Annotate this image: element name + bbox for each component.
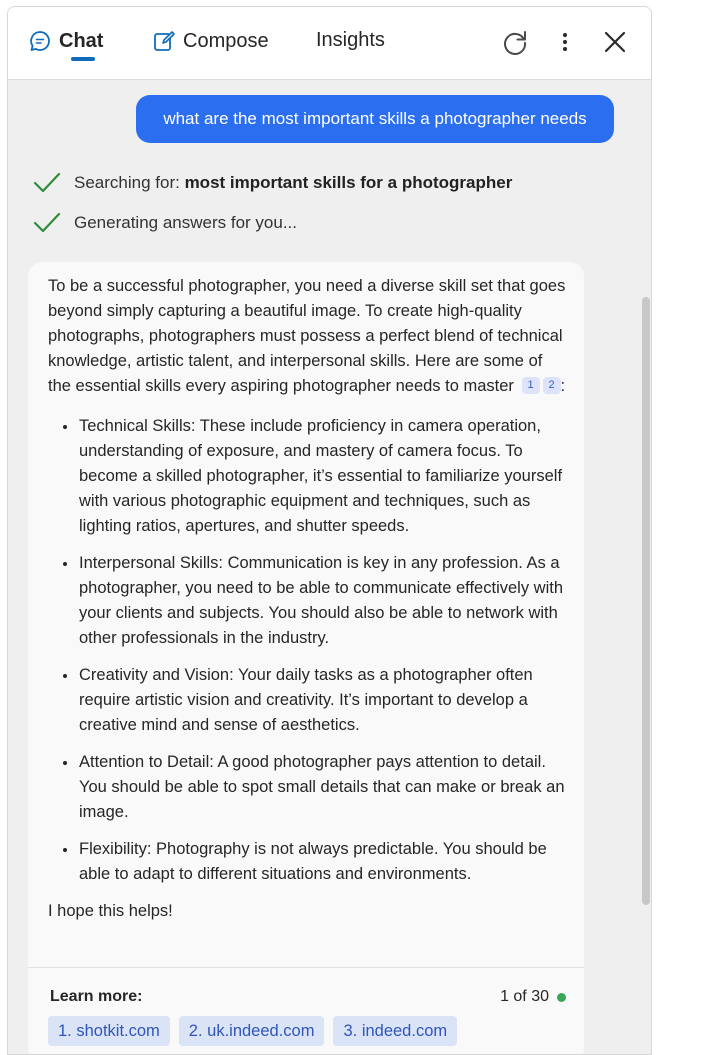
list-item: • Technical Skills: These include proficiency in camera operation, understanding of exposure, and mastery of camera focus. To become a skilled photographer, it’s essential to familiarize yourself with various photographic equipment and techniques, such as lighting ratios, apertures, and shutter speeds. bbox=[78, 414, 568, 539]
compose-edit-icon bbox=[152, 29, 176, 53]
top-bar bbox=[8, 7, 651, 80]
tab-insights-label: Insights bbox=[316, 29, 385, 51]
answer-intro-text: To be a successful photographer, you need a diverse skill set that goes beyond simply capturing a beautiful image. To create high-quality photographs, photographers must possess a perfect blend of technical knowledge, artistic talent, and interpersonal skills. Here are some of the essential skills every aspiring photographer needs to master bbox=[48, 277, 566, 395]
skills-list bbox=[48, 414, 568, 887]
citation-2[interactable]: 2 bbox=[543, 377, 561, 394]
close-button[interactable] bbox=[600, 27, 630, 57]
tab-chat-label: Chat bbox=[59, 29, 104, 52]
response-counter-text: 1 of 30 bbox=[500, 988, 549, 1005]
list-item: • Attention to Detail: A good photographer pays attention to detail. You should be able to spot small details that can make or break an image. bbox=[78, 750, 568, 825]
citation-1[interactable]: 1 bbox=[522, 377, 540, 394]
source-links bbox=[48, 1016, 457, 1046]
status-generating bbox=[32, 211, 297, 235]
answer-card bbox=[28, 262, 584, 1055]
tab-compose[interactable] bbox=[152, 29, 269, 53]
status-searching bbox=[32, 171, 512, 195]
answer-closing: I hope this helps! bbox=[48, 902, 173, 920]
list-item: • Interpersonal Skills: Communication is key in any profession. As a photographer, you need to be able to communicate effectively with your clients and subjects. You should also be able to network with other professionals in the industry. bbox=[78, 551, 568, 651]
list-item: • Creativity and Vision: Your daily tasks as a photographer often require artistic vision and creativity. It’s important to develop a creative mind and sense of aesthetics. bbox=[78, 663, 568, 738]
learn-more-label: Learn more: bbox=[50, 988, 143, 1005]
active-tab-indicator bbox=[71, 57, 95, 61]
response-counter bbox=[500, 988, 566, 1006]
scrollbar[interactable] bbox=[642, 297, 650, 905]
refresh-icon bbox=[500, 27, 530, 57]
source-link-uk-indeed[interactable]: 2. uk.indeed.com bbox=[179, 1016, 325, 1046]
status-searching-query: most important skills for a photographer bbox=[184, 173, 513, 192]
source-link-shotkit[interactable]: 1. shotkit.com bbox=[48, 1016, 170, 1046]
checkmark-icon bbox=[32, 171, 62, 195]
tab-compose-label: Compose bbox=[183, 29, 269, 52]
close-icon bbox=[600, 27, 630, 57]
status-generating-text: Generating answers for you... bbox=[74, 213, 298, 232]
tab-chat[interactable] bbox=[28, 29, 103, 53]
chat-bubble-icon bbox=[28, 29, 52, 53]
chat-panel bbox=[7, 6, 652, 1055]
refresh-button[interactable] bbox=[500, 27, 530, 57]
answer-intro bbox=[48, 274, 568, 399]
list-item: • Flexibility: Photography is not always predictable. You should be able to adapt to different situations and environments. bbox=[78, 837, 568, 887]
more-options-icon bbox=[550, 27, 580, 57]
checkmark-icon bbox=[32, 211, 62, 235]
user-message-bubble: what are the most important skills a photographer needs bbox=[136, 95, 614, 143]
status-dot-icon bbox=[557, 993, 566, 1002]
answer-intro-end: : bbox=[560, 377, 566, 395]
tab-insights[interactable] bbox=[316, 29, 385, 52]
more-options-button[interactable] bbox=[550, 27, 580, 57]
learn-more-section bbox=[28, 967, 584, 1055]
status-searching-prefix: Searching for: bbox=[74, 173, 185, 192]
answer-body bbox=[48, 274, 568, 924]
source-link-indeed[interactable]: 3. indeed.com bbox=[333, 1016, 457, 1046]
